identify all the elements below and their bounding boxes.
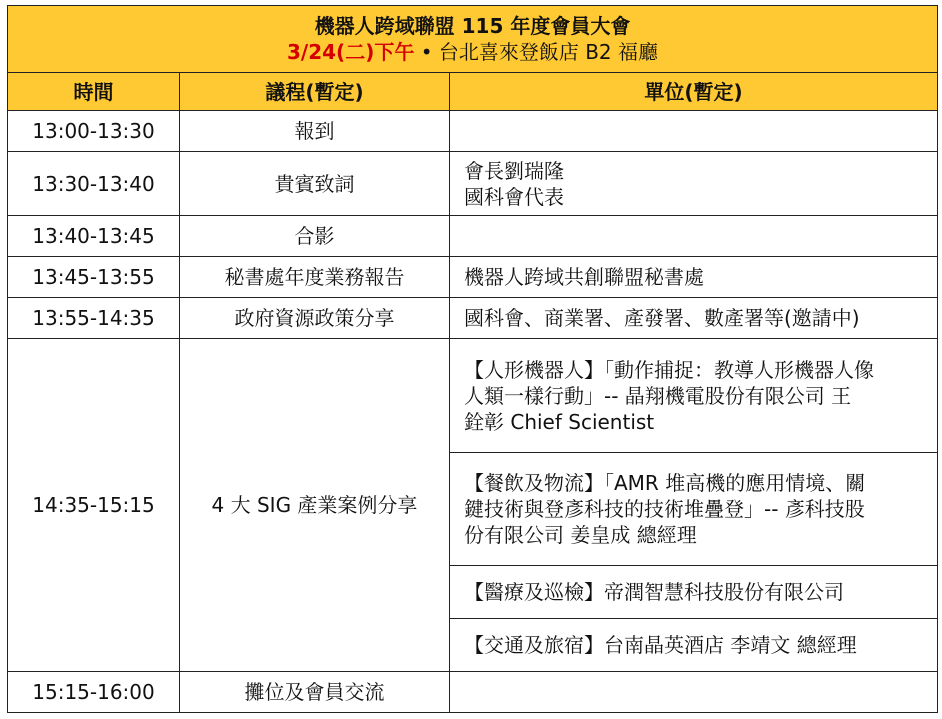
header-row xyxy=(8,73,938,111)
event-banner xyxy=(8,6,938,73)
unit-line: 【人形機器人】「動作捕捉：教導人形機器人像 xyxy=(464,357,874,382)
event-venue: 台北喜來登飯店 B2 福廳 xyxy=(438,39,659,64)
unit-line: 鍵技術與登彥科技的技術堆疊登」-- 彥科技股 xyxy=(464,497,865,521)
column-header-time: 時間 xyxy=(8,73,180,111)
agenda-cell: 攤位及會員交流 xyxy=(180,672,450,713)
unit-line: 人類一樣行動」-- 晶翔機電股份有限公司 王 xyxy=(464,383,852,408)
event-title: 機器人跨域聯盟 115 年度會員大會 xyxy=(314,13,631,38)
event-subtitle xyxy=(8,39,937,65)
agenda-cell: 合影 xyxy=(180,216,450,257)
agenda-cell: 貴賓致詞 xyxy=(180,152,450,216)
agenda-cell: 秘書處年度業務報告 xyxy=(180,257,450,298)
agenda-cell: 政府資源政策分享 xyxy=(180,298,450,339)
unit-line: 銓彰 Chief Scientist xyxy=(464,409,655,434)
time-cell: 13:55-14:35 xyxy=(8,298,180,339)
sig-unit-cell xyxy=(450,566,938,619)
time-cell: 15:15-16:00 xyxy=(8,672,180,713)
sig-unit-cell xyxy=(450,453,938,566)
unit-line: 機器人跨域共創聯盟秘書處 xyxy=(464,265,704,289)
agenda-cell: 報到 xyxy=(180,111,450,152)
unit-line: 份有限公司 姜皇成 總經理 xyxy=(464,523,697,547)
unit-line: 【餐飲及物流】「AMR 堆高機的應用情境、關 xyxy=(464,471,866,495)
unit-cell xyxy=(450,216,938,257)
time-cell: 13:30-13:40 xyxy=(8,152,180,216)
time-cell: 13:40-13:45 xyxy=(8,216,180,257)
table-row xyxy=(8,111,938,152)
unit-cell xyxy=(450,257,938,298)
time-cell: 13:45-13:55 xyxy=(8,257,180,298)
table-row xyxy=(8,257,938,298)
table-row xyxy=(8,672,938,713)
column-header-agenda: 議程(暫定) xyxy=(180,73,450,111)
unit-cell xyxy=(450,152,938,216)
unit-cell xyxy=(450,111,938,152)
sig-unit-cell xyxy=(450,339,938,453)
column-header-unit: 單位(暫定) xyxy=(450,73,938,111)
banner-row xyxy=(8,6,938,73)
time-cell: 14:35-15:15 xyxy=(8,339,180,672)
sig-unit-cell xyxy=(450,619,938,672)
event-date: 3/24(二)下午 xyxy=(287,39,415,64)
unit-cell xyxy=(450,298,938,339)
unit-line: 【交通及旅宿】台南晶英酒店 李靖文 總經理 xyxy=(464,633,857,657)
unit-line: 會長劉瑞隆 xyxy=(464,158,564,183)
table-row xyxy=(8,298,938,339)
unit-line: 【醫療及巡檢】帝潤智慧科技股份有限公司 xyxy=(464,580,844,604)
table-row xyxy=(8,216,938,257)
unit-line: 國科會、商業署、產發署、數產署等(邀請中) xyxy=(464,306,860,330)
agenda-table xyxy=(7,5,938,713)
table-row xyxy=(8,339,938,453)
agenda-cell: 4 大 SIG 產業案例分享 xyxy=(180,339,450,672)
bullet-separator: • xyxy=(420,39,433,64)
table-row xyxy=(8,152,938,216)
unit-line: 國科會代表 xyxy=(464,184,564,209)
unit-cell xyxy=(450,672,938,713)
time-cell: 13:00-13:30 xyxy=(8,111,180,152)
